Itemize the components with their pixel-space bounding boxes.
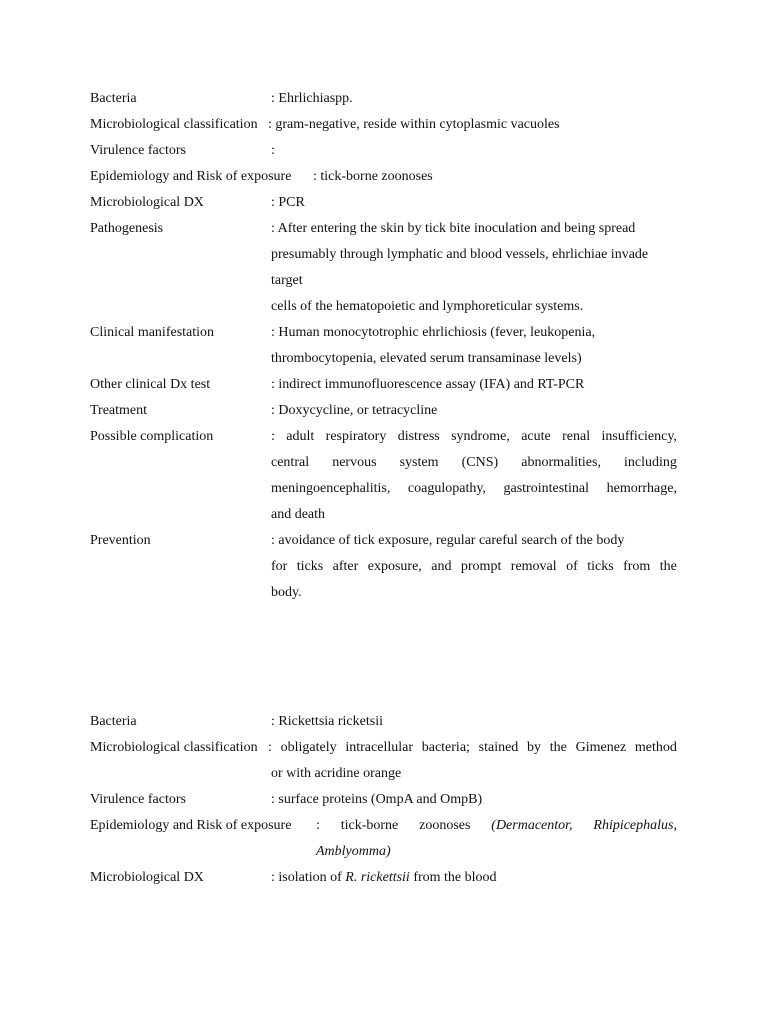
epidemiology-value-1: : tick-borne zoonoses — [313, 169, 433, 184]
classification-line-1-2 — [268, 739, 677, 757]
word: : — [271, 429, 275, 444]
prevention-line-2 — [271, 558, 677, 576]
word: obligately — [280, 740, 337, 755]
word: system — [399, 455, 439, 470]
prevention-line-3: body. — [271, 585, 302, 600]
pathogenesis-line-2: presumably through lymphatic and blood vessels, ehrlichiae invade — [271, 247, 649, 262]
word: nervous — [332, 455, 377, 470]
classification-line-2-2: or with acridine orange — [271, 766, 402, 781]
epidemiology-line-1-2 — [316, 817, 677, 835]
word: the — [549, 740, 567, 755]
bacteria-label-2: Bacteria — [90, 714, 137, 729]
complication-line-1 — [271, 428, 677, 446]
dx-label-1: Microbiological DX — [90, 195, 204, 210]
virulence-label-1: Virulence factors — [90, 143, 186, 158]
bacteria-label-1: Bacteria — [90, 91, 137, 106]
word: from — [623, 559, 651, 574]
word: gastrointestinal — [503, 481, 590, 496]
treatment-label: Treatment — [90, 403, 148, 418]
epidemiology-line-2-2 — [316, 843, 391, 861]
word: removal — [510, 559, 557, 574]
epidemiology-label-2: Epidemiology and Risk of exposure — [90, 818, 292, 833]
other-dx-value: : indirect immunofluorescence assay (IFA) and RT-PCR — [271, 377, 585, 392]
word: including — [624, 455, 677, 470]
word: by — [527, 740, 542, 755]
clinical-label: Clinical manifestation — [90, 325, 215, 340]
word: Gimenez — [575, 740, 627, 755]
word: zoonoses — [419, 818, 471, 833]
word: coagulopathy, — [407, 481, 486, 496]
word: hemorrhage, — [606, 481, 677, 496]
complication-line-2 — [271, 454, 677, 472]
genus-dermacentor: (Dermacentor, — [491, 818, 573, 833]
word: syndrome, — [451, 429, 510, 444]
word: for — [271, 559, 288, 574]
bacteria-value-2: : Rickettsia ricketsii — [271, 714, 383, 729]
word: abnormalities, — [521, 455, 601, 470]
word: tick-borne — [340, 818, 399, 833]
genus-rhipicephalus: Rhipicephalus, — [593, 818, 677, 833]
prevention-label: Prevention — [90, 533, 151, 548]
word: central — [271, 455, 310, 470]
pathogenesis-line-1: : After entering the skin by tick bite inoculation and being spread — [271, 221, 636, 236]
word: : — [316, 818, 320, 833]
bacteria-value-1: : Ehrlichiaspp. — [271, 91, 353, 106]
word: ticks — [587, 559, 614, 574]
word: after — [332, 559, 359, 574]
clinical-line-1: : Human monocytotrophic ehrlichiosis (fever, leukopenia, — [271, 325, 596, 340]
pathogenesis-label: Pathogenesis — [90, 221, 164, 236]
epidemiology-label-1: Epidemiology and Risk of exposure — [90, 169, 292, 184]
pathogenesis-line-3: target — [271, 273, 303, 288]
species-name: R. rickettsii — [345, 870, 410, 885]
word: of — [566, 559, 578, 574]
other-dx-label: Other clinical Dx test — [90, 377, 211, 392]
word: meningoencephalitis, — [271, 481, 391, 496]
pathogenesis-line-4: cells of the hematopoietic and lymphoreticular systems. — [271, 299, 584, 314]
word: ticks — [296, 559, 324, 574]
treatment-value: : Doxycycline, or tetracycline — [271, 403, 438, 418]
word: insufficiency, — [601, 429, 677, 444]
genus-amblyomma: Amblyomma) — [316, 844, 391, 859]
dx-suffix: from the blood — [409, 870, 497, 885]
clinical-line-2: thrombocytopenia, elevated serum transaminase levels) — [271, 351, 582, 366]
word: : — [268, 740, 272, 755]
word: the — [659, 559, 677, 574]
dx-value-2 — [271, 869, 497, 887]
word: intracellular — [345, 740, 413, 755]
classification-label-1: Microbiological classification — [90, 117, 258, 132]
word: exposure, — [367, 559, 422, 574]
complication-line-4: and death — [271, 507, 326, 522]
classification-value-1: : gram-negative, reside within cytoplasmic vacuoles — [268, 117, 560, 132]
classification-label-2: Microbiological classification — [90, 740, 258, 755]
virulence-label-2: Virulence factors — [90, 792, 186, 807]
dx-label-2: Microbiological DX — [90, 870, 204, 885]
word: method — [634, 740, 677, 755]
complication-line-3 — [271, 480, 677, 498]
dx-prefix: : isolation of — [271, 870, 346, 885]
word: adult — [286, 429, 315, 444]
word: and — [431, 559, 452, 574]
complication-label: Possible complication — [90, 429, 214, 444]
word: (CNS) — [461, 455, 499, 470]
word: bacteria; — [421, 740, 470, 755]
prevention-line-1: : avoidance of tick exposure, regular careful search of the body — [271, 533, 625, 548]
virulence-value-1: : — [271, 143, 275, 158]
word: prompt — [460, 559, 502, 574]
word: respiratory — [325, 429, 387, 444]
dx-value-1: : PCR — [271, 195, 305, 210]
word: stained — [478, 740, 519, 755]
word: acute — [521, 429, 551, 444]
word: renal — [562, 429, 591, 444]
virulence-value-2: : surface proteins (OmpA and OmpB) — [271, 792, 483, 807]
word: distress — [397, 429, 440, 444]
